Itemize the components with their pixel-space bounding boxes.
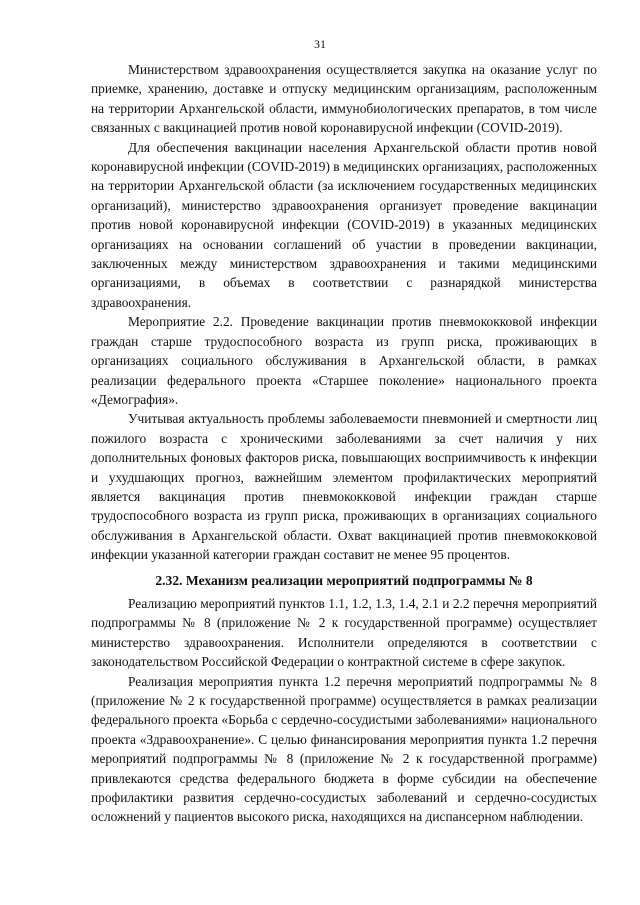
paragraph: Министерством здравоохранения осуществляется закупка на оказание услуг по приемке, хранению, доставке и отпуску медицинским организациям, расположенным на территории Архангельской области, иммунобиологических препаратов, в том числе связанных с вакцинацией против новой коронавирусной инфекции (COVID-2019). [91,62,597,136]
paragraph: Учитывая актуальность проблемы заболеваемости пневмонией и смертности лиц пожилого возраста с хроническими заболеваниями за счет наличия у них дополнительных фоновых факторов риска, повышающих восприимчивость к инфекции и ухудшающих прогноз, важнейшим элементом профилактических мероприятий является вакцинация против пневмококковой инфекции граждан старше трудоспособного возраста из групп риска, проживающих в организациях социального обслуживания в Архангельской области. Охват вакцинацией против пневмококковой инфекции указанной категории граждан составит не менее 95 процентов. [91,411,597,563]
paragraph: Реализация мероприятия пункта 1.2 перечня мероприятий подпрограммы № 8 (приложение № 2 к государственной программе) осуществляется в рамках реализации федерального проекта «Борьба с сердечно-сосудистыми заболеваниями» национального проекта «Здравоохранение». С целью финансирования мероприятия пункта 1.2 перечня мероприятий подпрограммы № 8 (приложение № 2 к государственной программе) привлекаются средства федерального бюджета в форме субсидии на обеспечение профилактики развития сердечно-сосудистых заболеваний и сердечно-сосудистых осложнений у пациентов высокого риска, находящихся на диспансерном наблюдении. [91,673,597,825]
page-content [91,60,597,827]
paragraph: Реализацию мероприятий пунктов 1.1, 1.2, 1.3, 1.4, 2.1 и 2.2 перечня мероприятий подпрограммы № 8 (приложение № 2 к государственной программе) осуществляет министерство здравоохранения. Исполнители определяются в соответствии с законодательством Российской Федерации о контрактной системе в сфере закупок. [91,595,597,670]
paragraph: Мероприятие 2.2. Проведение вакцинации против пневмококковой инфекции граждан старше трудоспособного возраста из групп риска, проживающих в организациях социального обслуживания в Архангельской области, в рамках реализации федерального проекта «Старшее поколение» национального проекта «Демография». [91,314,597,407]
page-number: 31 [314,37,326,51]
paragraph: Для обеспечения вакцинации населения Архангельской области против новой коронавирусной инфекции (COVID-2019) в медицинских организациях, расположенных на территории Архангельской области (за исключением государственных медицинских организаций), министерство здравоохранения организует проведение вакцинации против новой коронавирусной инфекции (COVID-2019) в указанных медицинских организациях на основании соглашений об участии в проведении вакцинации, заключенных между министерством здравоохранения и такими медицинскими организациями, в объемах в соответствии с разнарядкой министерства здравоохранения. [91,139,597,310]
section-heading: 2.32. Механизм реализации мероприятий подпрограммы № 8 [155,572,533,588]
